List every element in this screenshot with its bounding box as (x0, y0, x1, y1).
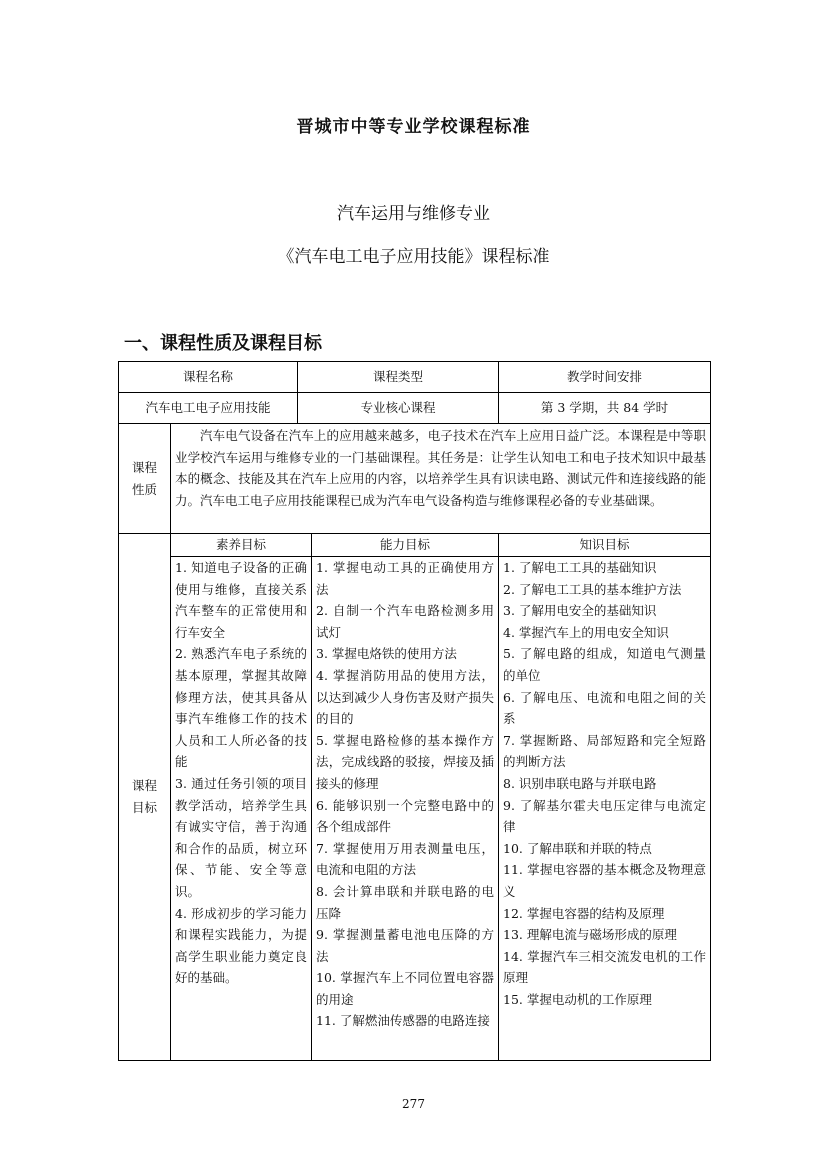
cell-course-name: 汽车电工电子应用技能 (119, 393, 298, 424)
header-quality-goals: 素养目标 (171, 534, 312, 557)
document-title: 晋城市中等专业学校课程标准 (296, 117, 531, 137)
major-name: 汽车运用与维修专业 (337, 204, 490, 224)
list-item: 2. 自制一个汽车电路检测多用试灯 (316, 603, 495, 640)
table-header-row (119, 362, 711, 393)
list-item: 2. 了解电工工具的基本维护方法 (503, 581, 682, 597)
list-item: 3. 了解用电安全的基础知识 (503, 603, 657, 619)
list-item: 7. 掌握断路、局部短路和完全短路的判断方法 (503, 732, 707, 770)
header-ability-goals: 能力目标 (312, 534, 499, 557)
goals-label (119, 534, 171, 1061)
list-item: 8. 识别串联电路与并联电路 (503, 775, 657, 791)
list-item: 15. 掌握电动机的工作原理 (503, 991, 652, 1007)
goal-content-row (119, 557, 711, 1061)
goals-label-line1: 课程 (131, 778, 157, 793)
header-schedule: 教学时间安排 (499, 362, 711, 393)
list-item: 12. 掌握电容器的结构及原理 (503, 905, 665, 921)
list-item: 5. 掌握电路检修的基本操作方法，完成线路的驳接，焊接及插接头的修理 (316, 732, 495, 791)
list-item: 8. 会计算串联和并联电路的电压降 (316, 883, 495, 921)
list-item: 7. 掌握使用万用表测量电压，电流和电阻的方法 (316, 840, 495, 878)
table-row (119, 393, 711, 424)
header-course-name: 课程名称 (119, 362, 298, 393)
list-item: 4. 形成初步的学习能力和课程实践能力，为提高学生职业能力奠定良好的基础。 (175, 905, 308, 986)
goals-label-line2: 目标 (131, 800, 157, 815)
list-item: 11. 了解燃油传感器的电路连接 (316, 1013, 490, 1029)
list-item: 4. 掌握汽车上的用电安全知识 (503, 624, 669, 640)
list-item: 2. 熟悉汽车电子系统的基本原理，掌握其故障修理方法，使其具备从事汽车维修工作的技术人员和工人所必备的技能 (175, 646, 308, 770)
list-item: 5. 了解电路的组成，知道电气测量的单位 (503, 646, 707, 683)
list-item: 6. 能够识别一个完整电路中的各个组成部件 (316, 797, 495, 835)
goal-header-row (119, 534, 711, 557)
page-number: 277 (402, 1097, 425, 1111)
list-item: 10. 掌握汽车上不同位置电容器的用途 (316, 970, 495, 1007)
nature-label (119, 424, 171, 534)
list-item: 1. 知道电子设备的正确使用与维修，直接关系汽车整车的正常使用和行车安全 (175, 560, 308, 640)
header-knowledge-goals: 知识目标 (499, 534, 711, 557)
list-item: 9. 了解基尔霍夫电压定律与电流定律 (503, 797, 707, 835)
nature-row (119, 424, 711, 534)
course-standard-title: 《汽车电工电子应用技能》课程标准 (277, 247, 550, 267)
list-item: 1. 掌握电动工具的正确使用方法 (316, 560, 495, 597)
quality-goals-list (171, 557, 312, 1061)
list-item: 3. 通过任务引领的项目教学活动，培养学生具有诚实守信，善于沟通和合作的品质，树立环保、节能、安全等意识。 (175, 775, 308, 899)
nature-text: 汽车电气设备在汽车上的应用越来越多，电子技术在汽车上应用日益广泛。本课程是中等职业学校汽车运用与维修专业的一门基础课程。其任务是：让学生认知电工和电子技术知识中最基本的概念、技能及其在汽车上应用的内容，以培养学生具有识读电路、测试元件和连接线路的能力。汽车电工电子应用技能课程已成为汽车电气设备构造与维修课程必备的专业基础课。 (171, 424, 711, 534)
list-item: 11. 掌握电容器的基本概念及物理意义 (503, 862, 707, 899)
list-item: 13. 理解电流与磁场形成的原理 (503, 927, 677, 943)
ability-goals-list (312, 557, 499, 1061)
nature-label-line1: 课程 (131, 459, 157, 475)
course-table (118, 361, 711, 1061)
knowledge-goals-list (499, 557, 711, 1061)
list-item: 6. 了解电压、电流和电阻之间的关系 (503, 689, 707, 727)
cell-course-type: 专业核心课程 (298, 393, 499, 424)
list-item: 10. 了解串联和并联的特点 (503, 840, 652, 856)
nature-label-line2: 性质 (131, 481, 157, 497)
header-course-type: 课程类型 (298, 362, 499, 393)
list-item: 9. 掌握测量蓄电池电压降的方法 (316, 927, 495, 964)
cell-schedule: 第 3 学期，共 84 学时 (499, 393, 711, 424)
list-item: 3. 掌握电烙铁的使用方法 (316, 646, 457, 662)
section-heading: 一、课程性质及课程目标 (124, 333, 322, 354)
list-item: 14. 掌握汽车三相交流发电机的工作原理 (503, 948, 707, 986)
list-item: 4. 掌握消防用品的使用方法，以达到减少人身伤害及财产损失的目的 (316, 667, 495, 727)
list-item: 1. 了解电工工具的基础知识 (503, 560, 657, 575)
